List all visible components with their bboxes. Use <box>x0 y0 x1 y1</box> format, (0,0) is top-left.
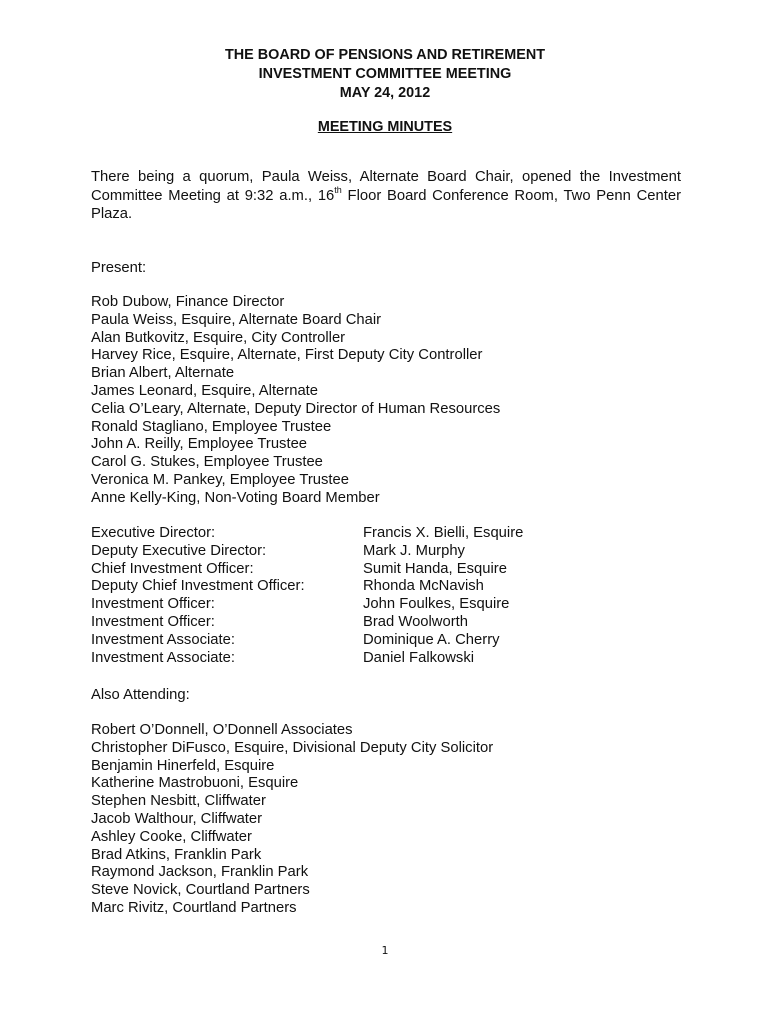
list-item: Raymond Jackson, Franklin Park <box>91 864 309 881</box>
header-meeting-name: INVESTMENT COMMITTEE MEETING <box>258 66 512 82</box>
header-date: MAY 24, 2012 <box>339 85 431 101</box>
list-item: Carol G. Stukes, Employee Trustee <box>91 454 323 471</box>
list-item: Christopher DiFusco, Esquire, Divisional Deputy City Solicitor <box>91 739 494 756</box>
staff-role: Investment Officer: <box>91 596 215 613</box>
also-attending-list <box>91 722 493 918</box>
staff-name: Mark J. Murphy <box>363 542 465 559</box>
present-members-list <box>91 294 500 508</box>
staff-role: Deputy Executive Director: <box>91 542 267 559</box>
list-item: Anne Kelly-King, Non-Voting Board Member <box>91 489 380 506</box>
header-organization: THE BOARD OF PENSIONS AND RETIREMENT <box>224 47 546 63</box>
document-header <box>0 46 770 103</box>
intro-text-start: There being a quorum, Paula Weiss, Alternate Board Chair, opened the Investment Committee Meeting at 9:32 a.m., 16 <box>91 169 681 204</box>
list-item: James Leonard, Esquire, Alternate <box>91 382 319 399</box>
list-item: Rob Dubow, Finance Director <box>91 294 285 310</box>
staff-row <box>91 614 651 632</box>
list-item: Benjamin Hinerfeld, Esquire <box>91 757 275 774</box>
staff-name: John Foulkes, Esquire <box>363 596 510 613</box>
staff-role: Investment Officer: <box>91 613 215 630</box>
staff-role: Executive Director: <box>91 525 216 541</box>
list-item: Steve Novick, Courtland Partners <box>91 882 310 899</box>
list-item: Harvey Rice, Esquire, Alternate, First Deputy City Controller <box>91 347 483 364</box>
staff-name: Francis X. Bielli, Esquire <box>363 525 524 541</box>
intro-text-end: Floor Board Conference Room, Two Penn Center Plaza. <box>91 187 681 222</box>
list-item: Marc Rivitz, Courtland Partners <box>91 899 297 916</box>
staff-role: Investment Associate: <box>91 649 235 666</box>
list-item: John A. Reilly, Employee Trustee <box>91 436 308 453</box>
staff-role: Deputy Chief Investment Officer: <box>91 578 305 595</box>
list-item: Celia O’Leary, Alternate, Deputy Director of Human Resources <box>91 400 501 417</box>
staff-name: Brad Woolworth <box>363 613 468 630</box>
list-item: Brad Atkins, Franklin Park <box>91 846 262 863</box>
page-number: 1 <box>381 944 389 957</box>
list-item: Paula Weiss, Esquire, Alternate Board Chair <box>91 311 382 328</box>
list-item: Robert O’Donnell, O’Donnell Associates <box>91 722 353 738</box>
staff-role: Chief Investment Officer: <box>91 560 254 577</box>
staff-row <box>91 650 651 668</box>
staff-table <box>91 525 651 667</box>
also-attending-label: Also Attending: <box>91 687 190 703</box>
staff-row <box>91 632 651 650</box>
staff-role: Investment Associate: <box>91 631 235 648</box>
intro-ordinal-suffix: th <box>334 184 342 195</box>
staff-name: Dominique A. Cherry <box>363 631 500 648</box>
list-item: Stephen Nesbitt, Cliffwater <box>91 793 266 810</box>
list-item: Ashley Cooke, Cliffwater <box>91 828 252 845</box>
document-title: MEETING MINUTES <box>317 119 453 135</box>
list-item: Alan Butkovitz, Esquire, City Controller <box>91 329 346 346</box>
list-item: Katherine Mastrobuoni, Esquire <box>91 775 299 792</box>
staff-row <box>91 561 651 579</box>
staff-name: Daniel Falkowski <box>363 649 475 666</box>
list-item: Brian Albert, Alternate <box>91 365 235 382</box>
staff-row <box>91 578 651 596</box>
staff-name: Rhonda McNavish <box>363 578 484 595</box>
present-label: Present: <box>91 260 147 276</box>
list-item: Jacob Walthour, Cliffwater <box>91 810 263 827</box>
intro-paragraph <box>91 168 681 224</box>
list-item: Veronica M. Pankey, Employee Trustee <box>91 471 349 488</box>
staff-name: Sumit Handa, Esquire <box>363 560 507 577</box>
staff-row <box>91 596 651 614</box>
staff-row <box>91 525 651 543</box>
list-item: Ronald Stagliano, Employee Trustee <box>91 418 332 435</box>
staff-row <box>91 543 651 561</box>
